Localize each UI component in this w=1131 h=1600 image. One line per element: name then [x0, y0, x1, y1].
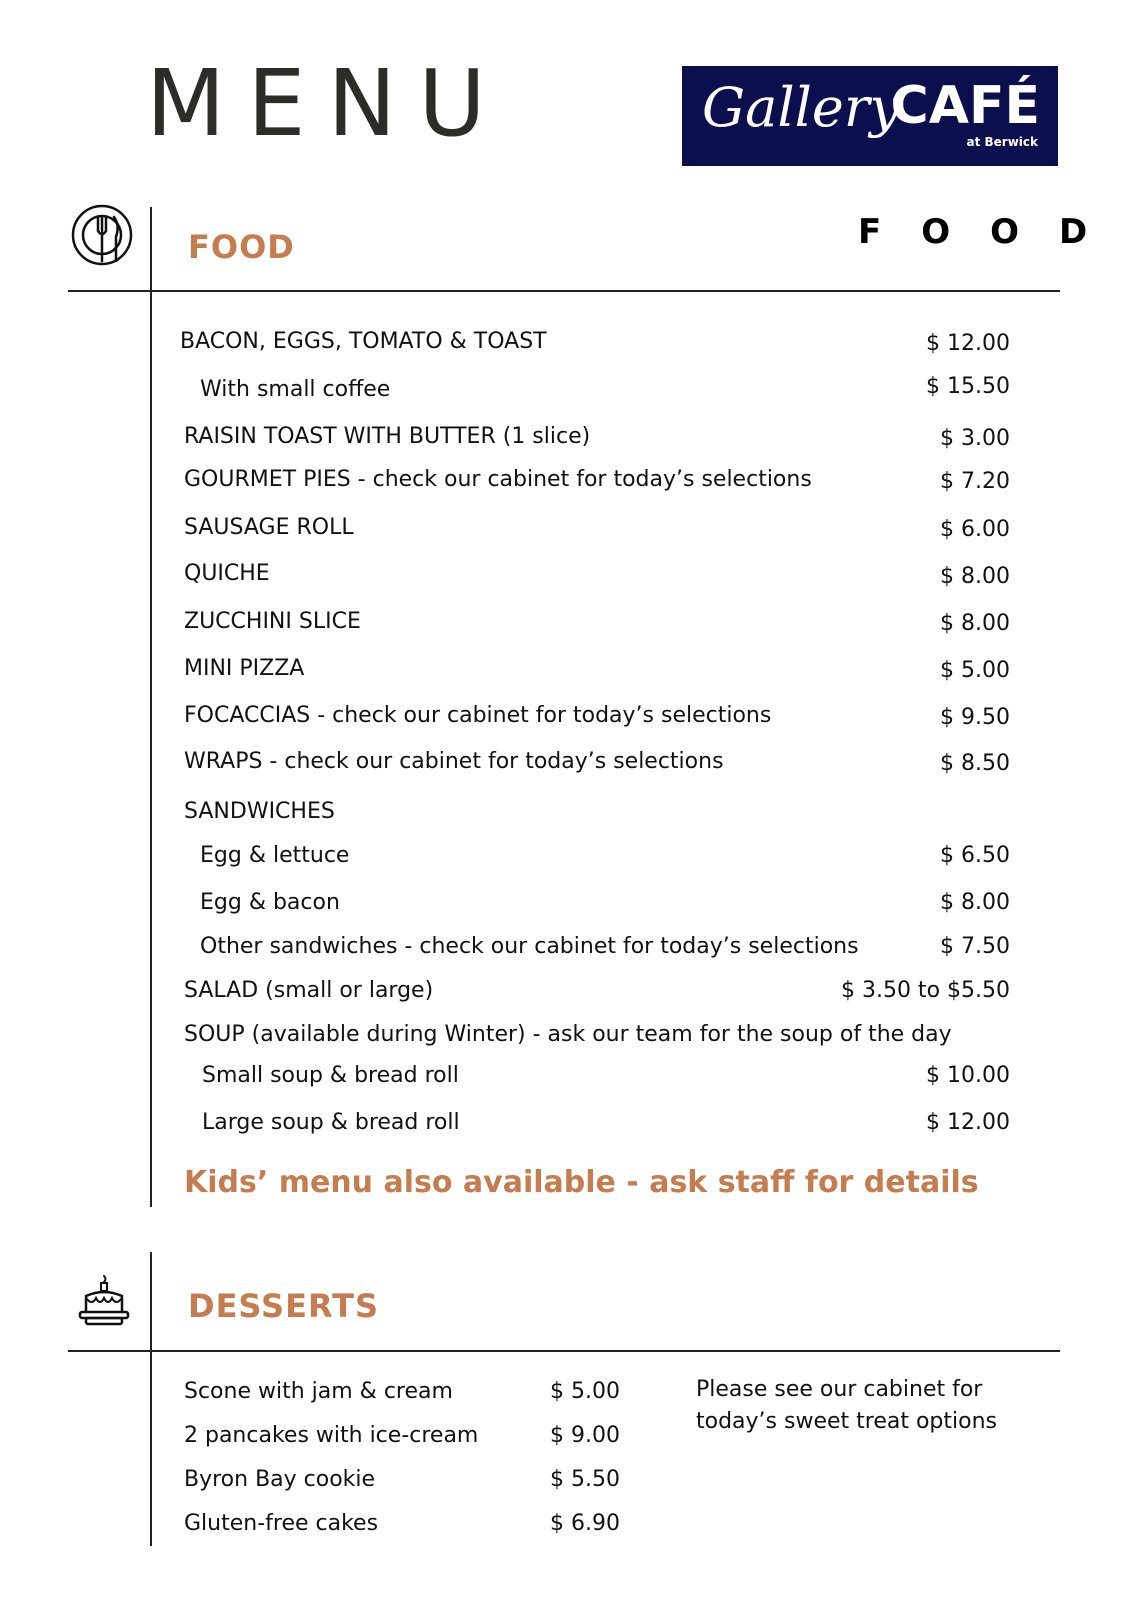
logo-gallery-text: Gallery	[702, 76, 901, 139]
cake-icon	[76, 1274, 132, 1330]
food-item-price: $ 7.20	[940, 469, 1010, 494]
food-item-price: $ 9.50	[940, 705, 1010, 730]
dessert-item-price: $ 6.90	[550, 1511, 620, 1536]
dessert-item-name: Gluten-free cakes	[184, 1511, 379, 1536]
desserts-section-title: DESSERTS	[188, 1287, 380, 1325]
food-divider-horizontal	[68, 290, 1060, 292]
menu-title: MENU	[146, 50, 508, 157]
dessert-item-name: Byron Bay cookie	[184, 1467, 376, 1492]
food-side-label: FOOD	[858, 212, 1128, 252]
food-item-price: $ 10.00	[926, 1063, 1010, 1088]
dessert-item-price: $ 5.00	[550, 1379, 620, 1404]
food-item-name: Small soup & bread roll	[202, 1063, 459, 1088]
food-item-name: WRAPS - check our cabinet for today’s selections	[184, 749, 724, 774]
food-item-name: RAISIN TOAST WITH BUTTER (1 slice)	[184, 424, 591, 449]
dessert-item-name: 2 pancakes with ice-cream	[184, 1423, 479, 1448]
food-item-name: SOUP (available during Winter) - ask our team for the soup of the day	[184, 1022, 952, 1047]
food-divider-vertical	[150, 207, 152, 1207]
food-item-price: $ 8.00	[940, 890, 1010, 915]
gallery-cafe-logo	[682, 66, 1058, 166]
food-item-name: BACON, EGGS, TOMATO & TOAST	[180, 329, 547, 354]
food-item-price: $ 6.50	[940, 843, 1010, 868]
food-item-name: With small coffee	[200, 377, 391, 402]
logo-cafe-text: CAFÉ	[890, 76, 1040, 136]
food-item-name: SALAD (small or large)	[184, 978, 434, 1003]
food-item-name: FOCACCIAS - check our cabinet for today’s selections	[184, 703, 772, 728]
food-item-name: GOURMET PIES - check our cabinet for today’s selections	[184, 467, 812, 492]
food-item-name: Egg & bacon	[200, 890, 340, 915]
food-item-price: $ 8.00	[940, 611, 1010, 636]
food-item-price: $ 7.50	[940, 934, 1010, 959]
desserts-cabinet-note: Please see our cabinet for today’s sweet treat options	[696, 1377, 997, 1434]
food-item-name: MINI PIZZA	[184, 656, 305, 681]
food-item-name: QUICHE	[184, 561, 270, 586]
dessert-item-price: $ 9.00	[550, 1423, 620, 1448]
food-item-price: $ 8.00	[940, 564, 1010, 589]
dessert-item-price: $ 5.50	[550, 1467, 620, 1492]
food-item-price: $ 5.00	[940, 658, 1010, 683]
food-item-price: $ 3.00	[940, 426, 1010, 451]
desserts-divider-vertical	[150, 1252, 152, 1546]
food-item-price: $ 3.50 to $5.50	[840, 978, 1010, 1003]
plate-cutlery-icon	[70, 203, 134, 267]
food-item-name: Egg & lettuce	[200, 843, 350, 868]
food-item-name: Large soup & bread roll	[202, 1110, 460, 1135]
food-section-title: FOOD	[188, 228, 295, 266]
logo-sub-text: at Berwick	[966, 135, 1038, 149]
food-item-price: $ 12.00	[926, 1110, 1010, 1135]
food-item-price: $ 8.50	[940, 751, 1010, 776]
food-item-name: SANDWICHES	[184, 799, 335, 824]
desserts-divider-horizontal	[68, 1350, 1060, 1352]
food-item-price: $ 15.50	[926, 374, 1010, 399]
kids-menu-note: Kids’ menu also available - ask staff for details	[184, 1165, 979, 1200]
food-item-name: ZUCCHINI SLICE	[184, 609, 361, 634]
food-item-name: SAUSAGE ROLL	[184, 515, 354, 540]
food-item-name: Other sandwiches - check our cabinet for today’s selections	[200, 934, 859, 959]
food-item-price: $ 12.00	[926, 331, 1010, 356]
dessert-item-name: Scone with jam & cream	[184, 1379, 453, 1404]
food-item-price: $ 6.00	[940, 517, 1010, 542]
